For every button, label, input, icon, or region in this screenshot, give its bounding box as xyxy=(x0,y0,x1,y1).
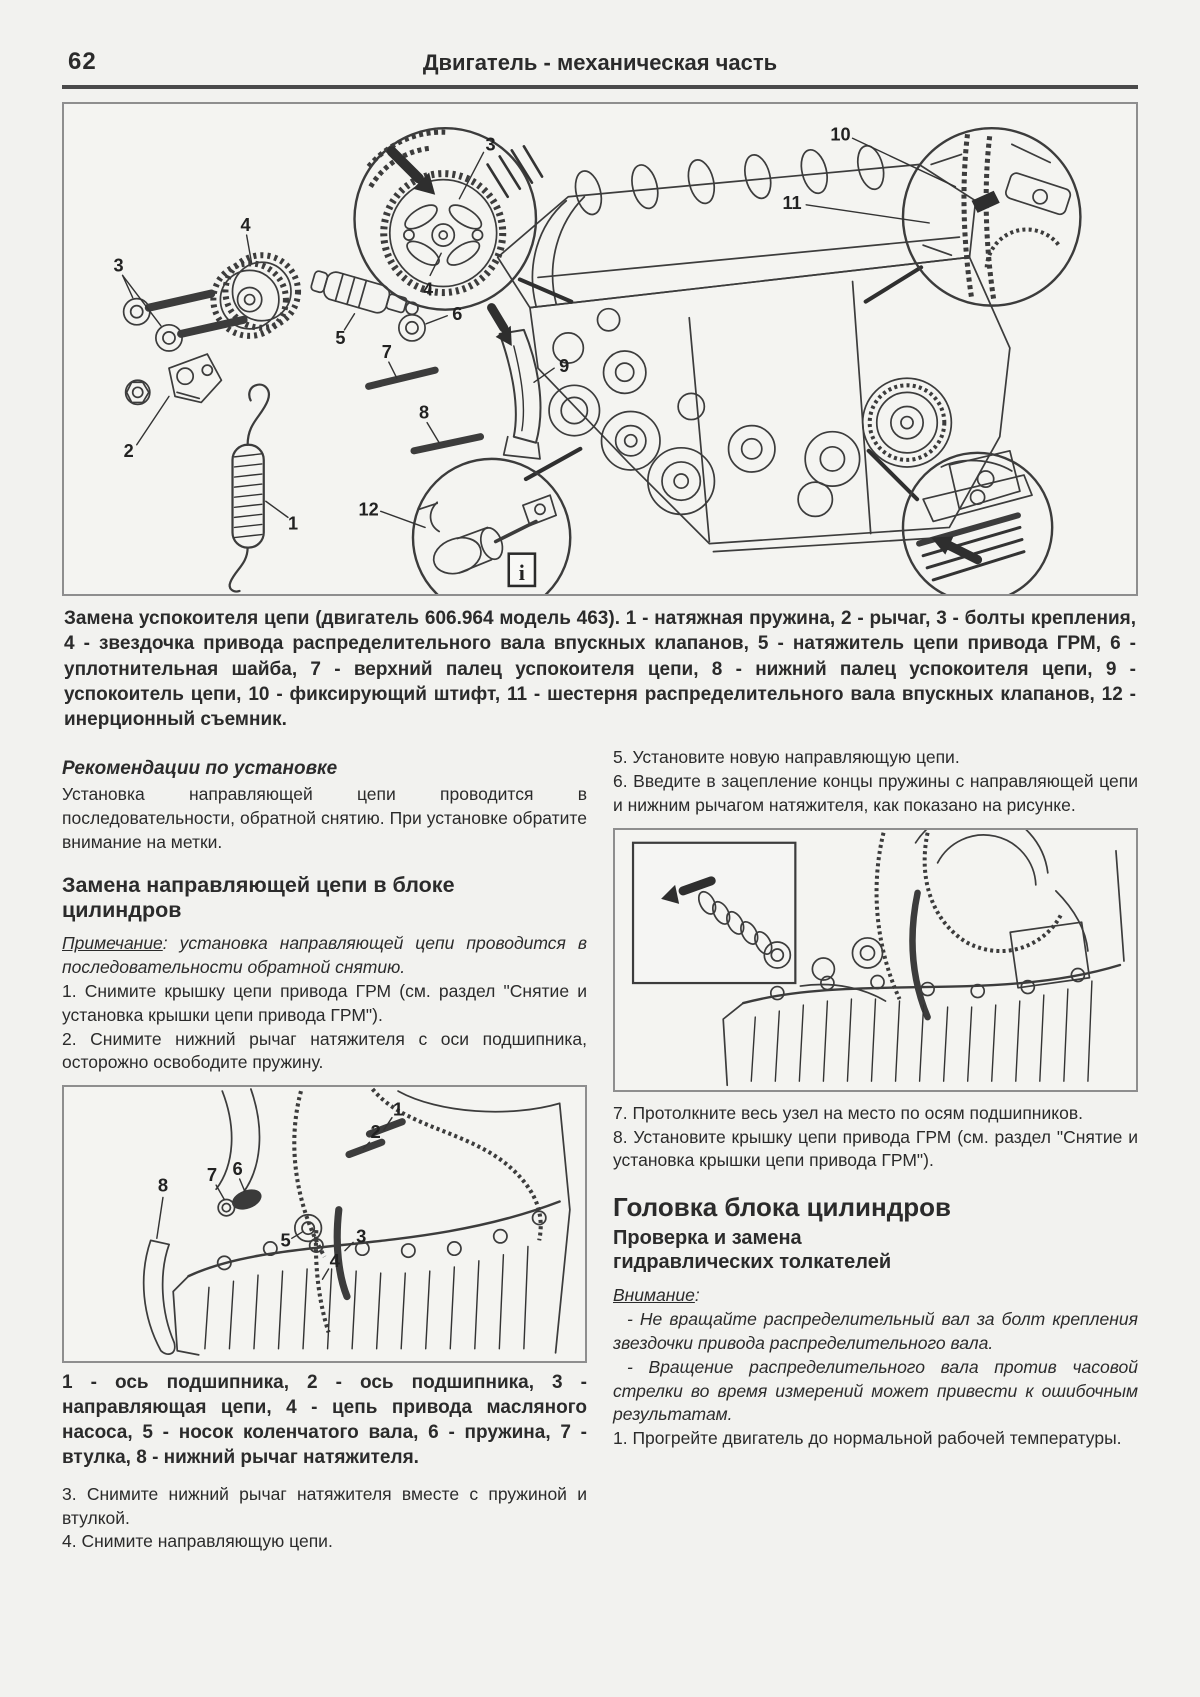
page-title: Двигатель - механическая часть xyxy=(422,50,778,75)
section-heading-guide-chain: Замена направляющей цепи в блоке цилиндров xyxy=(62,872,455,923)
callout-6: 6 xyxy=(452,303,463,324)
recommendations-heading: Рекомендации по установке xyxy=(62,758,338,780)
guide-chain-drawing xyxy=(64,1087,585,1361)
loose-parts xyxy=(114,215,570,591)
attention-colon: : xyxy=(694,1285,700,1306)
step-2: 2. Снимите нижний рычаг натяжителя с оси подшипника, осторожно освободите пружину. xyxy=(62,1028,587,1073)
block-drawing xyxy=(144,1089,570,1355)
callout-1: 1 xyxy=(392,1098,404,1120)
step-1: 1. Снимите крышку цепи привода ГРМ (см. раздел "Снятие и установка крышки цепи привода ГРМ"). xyxy=(62,981,587,1025)
callout-7: 7 xyxy=(381,342,392,363)
detail-circle-pin xyxy=(782,124,1080,305)
step-4: 4. Снимите направляющую цепи. xyxy=(62,1531,333,1552)
subsection-heading-lifters: Проверка и замена гидравлических толкателей xyxy=(613,1226,892,1274)
note-paragraph xyxy=(62,932,587,980)
info-book-glyph: i xyxy=(518,559,525,585)
attention-heading xyxy=(613,1284,1138,1308)
leader-bottommiddle-circle xyxy=(526,449,580,479)
step-8: 8. Установите крышку цепи привода ГРМ (см. раздел "Снятие и установка крышки цепи привода ГРМ"). xyxy=(613,1126,1138,1171)
attention-label: Внимание xyxy=(613,1285,695,1306)
callout-4-sprocket: 4 xyxy=(240,215,251,236)
left-figure xyxy=(62,1085,587,1363)
inset-detail-box xyxy=(633,842,795,982)
engine-assembly xyxy=(498,143,1020,552)
page-number: 62 xyxy=(68,48,97,75)
callout-3-bolts: 3 xyxy=(113,255,124,276)
callout-10: 10 xyxy=(830,124,851,145)
detail-circle-puller xyxy=(359,459,571,594)
right-column xyxy=(613,746,1138,1554)
callout-3: 3 xyxy=(356,1225,367,1247)
spring-engagement-drawing xyxy=(615,830,1136,1090)
fixing-pin xyxy=(972,191,1000,213)
callout-3-top: 3 xyxy=(485,134,496,155)
right-figure xyxy=(613,828,1138,1092)
main-figure-caption: Замена успокоителя цепи (двигатель 606.964 модель 463). 1 - натяжная пружина, 2 - рычаг, 3 - болты крепления, 4 - звездочка привода распределительного вала впускных клапанов, 5 - натяжитель цепи привода ГРМ, 6 - уплотнительная шайба, 7 - верхний палец успокоителя цепи, 8 - нижний палец успокоителя цепи, 9 - успокоитель цепи, 10 - фиксирующий штифт, 11 - шестерня распределительного вала впускных клапанов, 12 - инерционный съемник. xyxy=(64,608,1136,731)
callout-1: 1 xyxy=(287,513,299,534)
callout-5: 5 xyxy=(335,327,346,348)
callout-4-top: 4 xyxy=(423,279,434,300)
detail-circle-pan xyxy=(903,453,1052,594)
recommendations-text: Установка направляющей цепи проводится в последовательности, обратной снятию. При установке обратите внимание на метки. xyxy=(62,784,587,852)
header-rule xyxy=(62,85,1138,89)
step-3: 3. Снимите нижний рычаг натяжителя вместе с пружиной и втулкой. xyxy=(62,1483,587,1528)
page-header xyxy=(62,48,1138,80)
step-5: 5. Установите новую направляющую цепи. xyxy=(613,747,960,768)
attention-item-2: - Вращение распределительного вала против часовой стрелки во время измерений может привести к ошибочным результатам. xyxy=(613,1356,1138,1425)
note-label: Примечание xyxy=(62,933,163,954)
chain-damper-replacement-drawing xyxy=(64,104,1136,594)
note-text: : установка направляющей цепи проводится в последовательности обратной снятию. xyxy=(62,933,587,978)
left-figure-caption: 1 - ось подшипника, 2 - ось подшипника, 3 - направляющая цепи, 4 - цепь привода масляного насоса, 5 - носок коленчатого вала, 6 - пружина, 7 - втулка, 8 - нижний рычаг натяжителя. xyxy=(62,1372,587,1468)
callout-9: 9 xyxy=(559,356,570,377)
callout-8: 8 xyxy=(419,402,430,423)
callout-8: 8 xyxy=(157,1174,169,1196)
attention-item-1: - Не вращайте распределительный вал за болт крепления звездочки привода распределительного вала. xyxy=(613,1309,1138,1354)
section-heading-cylinder-head: Головка блока цилиндров xyxy=(613,1192,951,1223)
callout-11: 11 xyxy=(782,192,802,213)
callout-6: 6 xyxy=(232,1158,243,1180)
callout-2: 2 xyxy=(370,1121,381,1143)
step-7: 7. Протолкните весь узел на место по осям подшипников. xyxy=(613,1102,1083,1123)
callout-4: 4 xyxy=(329,1250,340,1272)
step-warmup: 1. Прогрейте двигатель до нормальной рабочей температуры. xyxy=(613,1428,1122,1449)
left-column xyxy=(62,746,587,1554)
callout-12: 12 xyxy=(358,499,379,520)
callout-5: 5 xyxy=(280,1229,291,1251)
main-figure xyxy=(62,102,1138,596)
leader-topright-circle xyxy=(866,267,921,301)
callout-7: 7 xyxy=(206,1164,218,1186)
leader-top-circle xyxy=(520,279,571,301)
step-6: 6. Введите в зацепление концы пружины с направляющей цепи и нижним рычагом натяжителя, как показано на рисунке. xyxy=(613,771,1138,815)
callout-2: 2 xyxy=(123,440,134,461)
leader-bottomright-circle xyxy=(869,451,917,499)
